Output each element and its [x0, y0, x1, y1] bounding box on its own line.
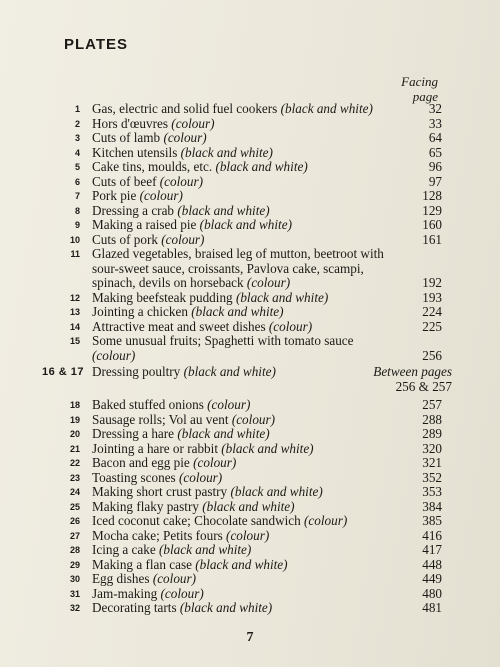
plate-title — [92, 247, 430, 291]
plate-title-text: Gas, electric and solid fuel cookers — [92, 101, 278, 116]
plate-note: (colour) — [268, 318, 313, 334]
plate-note: (colour) — [207, 397, 251, 412]
plate-page: 256 — [422, 347, 442, 363]
plate-title-text: Making beefsteak pudding — [92, 289, 233, 305]
plate-title-text: Making a raised pie — [92, 217, 197, 232]
plate-page: 97 — [428, 173, 442, 189]
plate-title-text: Iced coconut cake; Chocolate sandwich — [92, 513, 301, 528]
plate-title — [92, 305, 412, 320]
plate-title-text: Pork pie — [92, 188, 137, 203]
plate-title — [92, 543, 412, 558]
plate-note: (colour) — [193, 455, 237, 470]
plate-number: 18 — [69, 400, 80, 410]
plate-note: (black and white) — [183, 364, 276, 379]
plate-number: 8 — [74, 205, 80, 216]
plate-title-text: Decorating tarts — [92, 600, 177, 615]
plate-page: 320 — [422, 440, 442, 456]
plate-note: (colour) — [226, 527, 270, 543]
plate-page: 192 — [422, 275, 442, 290]
plate-page: 128 — [422, 188, 442, 203]
plate-note: (black and white) — [280, 101, 373, 116]
plate-title-text: Hors d'œuvres — [92, 115, 168, 131]
plate-note: (colour) — [178, 469, 223, 485]
facing-page-header — [401, 74, 438, 104]
plate-title — [92, 558, 412, 573]
plate-title — [92, 102, 412, 117]
plate-number: 28 — [69, 545, 80, 555]
plate-note: (black and white) — [159, 542, 252, 557]
plate-note: (black and white) — [195, 556, 288, 572]
plate-number: 10 — [69, 234, 80, 245]
plate-page: 193 — [422, 289, 442, 305]
plate-note: (colour) — [152, 571, 197, 586]
plate-title — [92, 365, 412, 380]
plate-note: (colour) — [159, 173, 203, 189]
plate-title-text: Cuts of pork — [92, 231, 158, 247]
plate-number: 4 — [74, 147, 80, 158]
plate-title — [92, 204, 412, 219]
plate-number: 5 — [74, 162, 80, 172]
plate-page: 289 — [422, 426, 442, 441]
plate-page: 65 — [428, 144, 442, 160]
plate-title-text: Kitchen utensils — [92, 144, 178, 160]
plate-title-text: Icing a cake — [92, 542, 156, 557]
plate-title-text: Dressing poultry — [92, 364, 181, 379]
facing-header-line-1: Facing — [401, 74, 438, 89]
plate-title-line: sour-sweet sauce, croissants, Pavlova cake, scampi, — [92, 260, 364, 276]
plate-number: 24 — [69, 487, 80, 497]
plate-page: 257 — [422, 397, 442, 412]
plate-title-text: Egg dishes — [92, 571, 150, 586]
plate-note: (black and white) — [199, 217, 292, 232]
plate-note: (colour) — [92, 347, 136, 363]
plate-number: 11 — [70, 249, 80, 259]
plate-page: 480 — [422, 585, 442, 601]
plate-title — [92, 413, 412, 428]
plate-number: 29 — [69, 559, 80, 570]
plate-title — [92, 427, 412, 442]
plate-title-text: Mocha cake; Petits fours — [92, 527, 223, 543]
plate-title — [92, 175, 412, 190]
plate-note: (colour) — [163, 130, 207, 145]
plate-note: (black and white) — [180, 144, 273, 160]
plate-note: (colour) — [246, 275, 291, 290]
plate-note: (colour) — [139, 188, 183, 203]
plate-page: 224 — [422, 304, 442, 319]
plate-title — [92, 601, 412, 616]
plate-title-text: Jam-making — [92, 585, 158, 601]
plate-page: 416 — [422, 527, 442, 543]
plate-title-text: Cuts of beef — [92, 173, 157, 189]
plate-page: 384 — [422, 498, 442, 514]
plate-number: 3 — [74, 133, 80, 143]
plate-number: 7 — [74, 191, 80, 201]
plate-number: 31 — [69, 588, 80, 599]
plate-note: (colour) — [160, 585, 204, 601]
plate-title — [92, 514, 412, 529]
plate-page: 288 — [422, 411, 442, 427]
plate-note: (black and white) — [179, 600, 273, 615]
plate-number: 21 — [69, 443, 80, 454]
plate-note: (colour) — [304, 513, 348, 528]
plate-note: (colour) — [231, 411, 276, 427]
plate-number: 9 — [74, 220, 80, 230]
plate-number: 30 — [69, 574, 80, 584]
plate-number: 27 — [69, 530, 80, 541]
plate-number: 19 — [69, 414, 80, 425]
plate-title-text: Making a flan case — [92, 556, 192, 572]
plate-note: (black and white) — [235, 289, 329, 305]
plate-page: 417 — [422, 542, 442, 557]
plate-title — [92, 218, 412, 233]
plate-page: 385 — [422, 513, 442, 528]
plate-title — [92, 471, 412, 486]
plate-note: (black and white) — [230, 484, 323, 499]
plate-note: (black and white) — [177, 202, 270, 218]
plate-title-text: Dressing a hare — [92, 426, 175, 441]
plate-title — [92, 291, 412, 306]
plate-number: 32 — [69, 603, 80, 613]
plate-page: 321 — [422, 455, 442, 470]
plate-title — [92, 334, 430, 363]
plate-title — [92, 500, 412, 515]
plate-number: 12 — [69, 292, 80, 303]
plate-title-text: Cuts of lamb — [92, 130, 161, 145]
plate-number: 23 — [69, 472, 80, 483]
plate-note: (black and white) — [191, 304, 284, 319]
plate-title — [92, 529, 412, 544]
plate-number: 25 — [69, 501, 80, 512]
between-range: 256 & 257 — [395, 378, 452, 394]
plate-title — [92, 233, 412, 248]
plate-number: 1 — [74, 104, 80, 114]
plate-title-line: Some unusual fruits; Spaghetti with tomato sauce — [92, 333, 354, 348]
plate-page: 161 — [422, 231, 442, 247]
plate-page: 32 — [428, 101, 442, 116]
plate-number: 22 — [69, 458, 80, 468]
plate-page: 160 — [422, 217, 442, 232]
between-label: Between pages — [373, 364, 452, 379]
plate-page: 129 — [422, 202, 442, 218]
plate-title — [92, 320, 412, 335]
plate-title-text: Attractive meat and sweet dishes — [92, 318, 266, 334]
plate-page: 352 — [422, 469, 442, 485]
plate-title-text: Jointing a hare or rabbit — [92, 440, 218, 456]
plate-title-text: Dressing a crab — [92, 202, 175, 218]
page-number: 7 — [246, 630, 254, 645]
plate-title — [92, 456, 412, 471]
plate-number: 6 — [74, 176, 80, 187]
plate-page: 449 — [422, 571, 442, 586]
plate-title — [92, 189, 412, 204]
plate-title — [92, 398, 412, 413]
between-pages — [373, 365, 452, 394]
plate-title — [92, 442, 412, 457]
plate-title — [92, 131, 412, 146]
plate-number: 13 — [69, 307, 80, 317]
plate-number: 16 & 17 — [41, 366, 84, 378]
plate-number: 20 — [69, 429, 80, 439]
plate-page: 64 — [428, 130, 442, 145]
plate-title — [92, 572, 412, 587]
plate-page: 33 — [428, 115, 442, 131]
plate-title-line: spinach, devils on horseback (colour) — [92, 275, 291, 290]
plate-title-text: Cake tins, moulds, etc. — [92, 159, 213, 174]
plate-note: (colour) — [171, 115, 215, 131]
plate-title-text: Jointing a chicken — [92, 304, 188, 319]
plate-page: 225 — [422, 318, 442, 334]
plate-title-text: Making short crust pastry — [92, 484, 228, 499]
plate-note: (black and white) — [215, 159, 308, 174]
facing-header-line-2: page — [412, 89, 438, 104]
plate-note: (black and white) — [221, 440, 314, 456]
plate-title-text: Sausage rolls; Vol au vent — [92, 411, 229, 427]
plate-title-text: Baked stuffed onions — [92, 397, 204, 412]
plate-title — [92, 146, 412, 161]
plate-page: 353 — [422, 484, 442, 499]
plate-note: (black and white) — [177, 426, 270, 441]
page-heading: PLATES — [64, 36, 129, 53]
plate-title-text: Making flaky pastry — [92, 498, 199, 514]
plate-number: 14 — [69, 321, 80, 332]
plate-page: 448 — [422, 556, 442, 572]
plate-number: 15 — [69, 336, 80, 346]
plate-title-text: Toasting scones — [92, 469, 176, 485]
plate-number: 2 — [74, 118, 80, 129]
plate-note: (black and white) — [202, 498, 295, 514]
plate-title — [92, 485, 412, 500]
plate-title-text: Bacon and egg pie — [92, 455, 190, 470]
plate-note: (colour) — [161, 231, 205, 247]
plate-title — [92, 160, 412, 175]
plate-title-line: Glazed vegetables, braised leg of mutton, beetroot with — [92, 246, 384, 261]
plate-page: 96 — [428, 159, 442, 174]
plate-title — [92, 587, 412, 602]
plate-page: 481 — [422, 600, 442, 615]
plate-title — [92, 117, 412, 132]
plate-number: 26 — [69, 516, 80, 526]
